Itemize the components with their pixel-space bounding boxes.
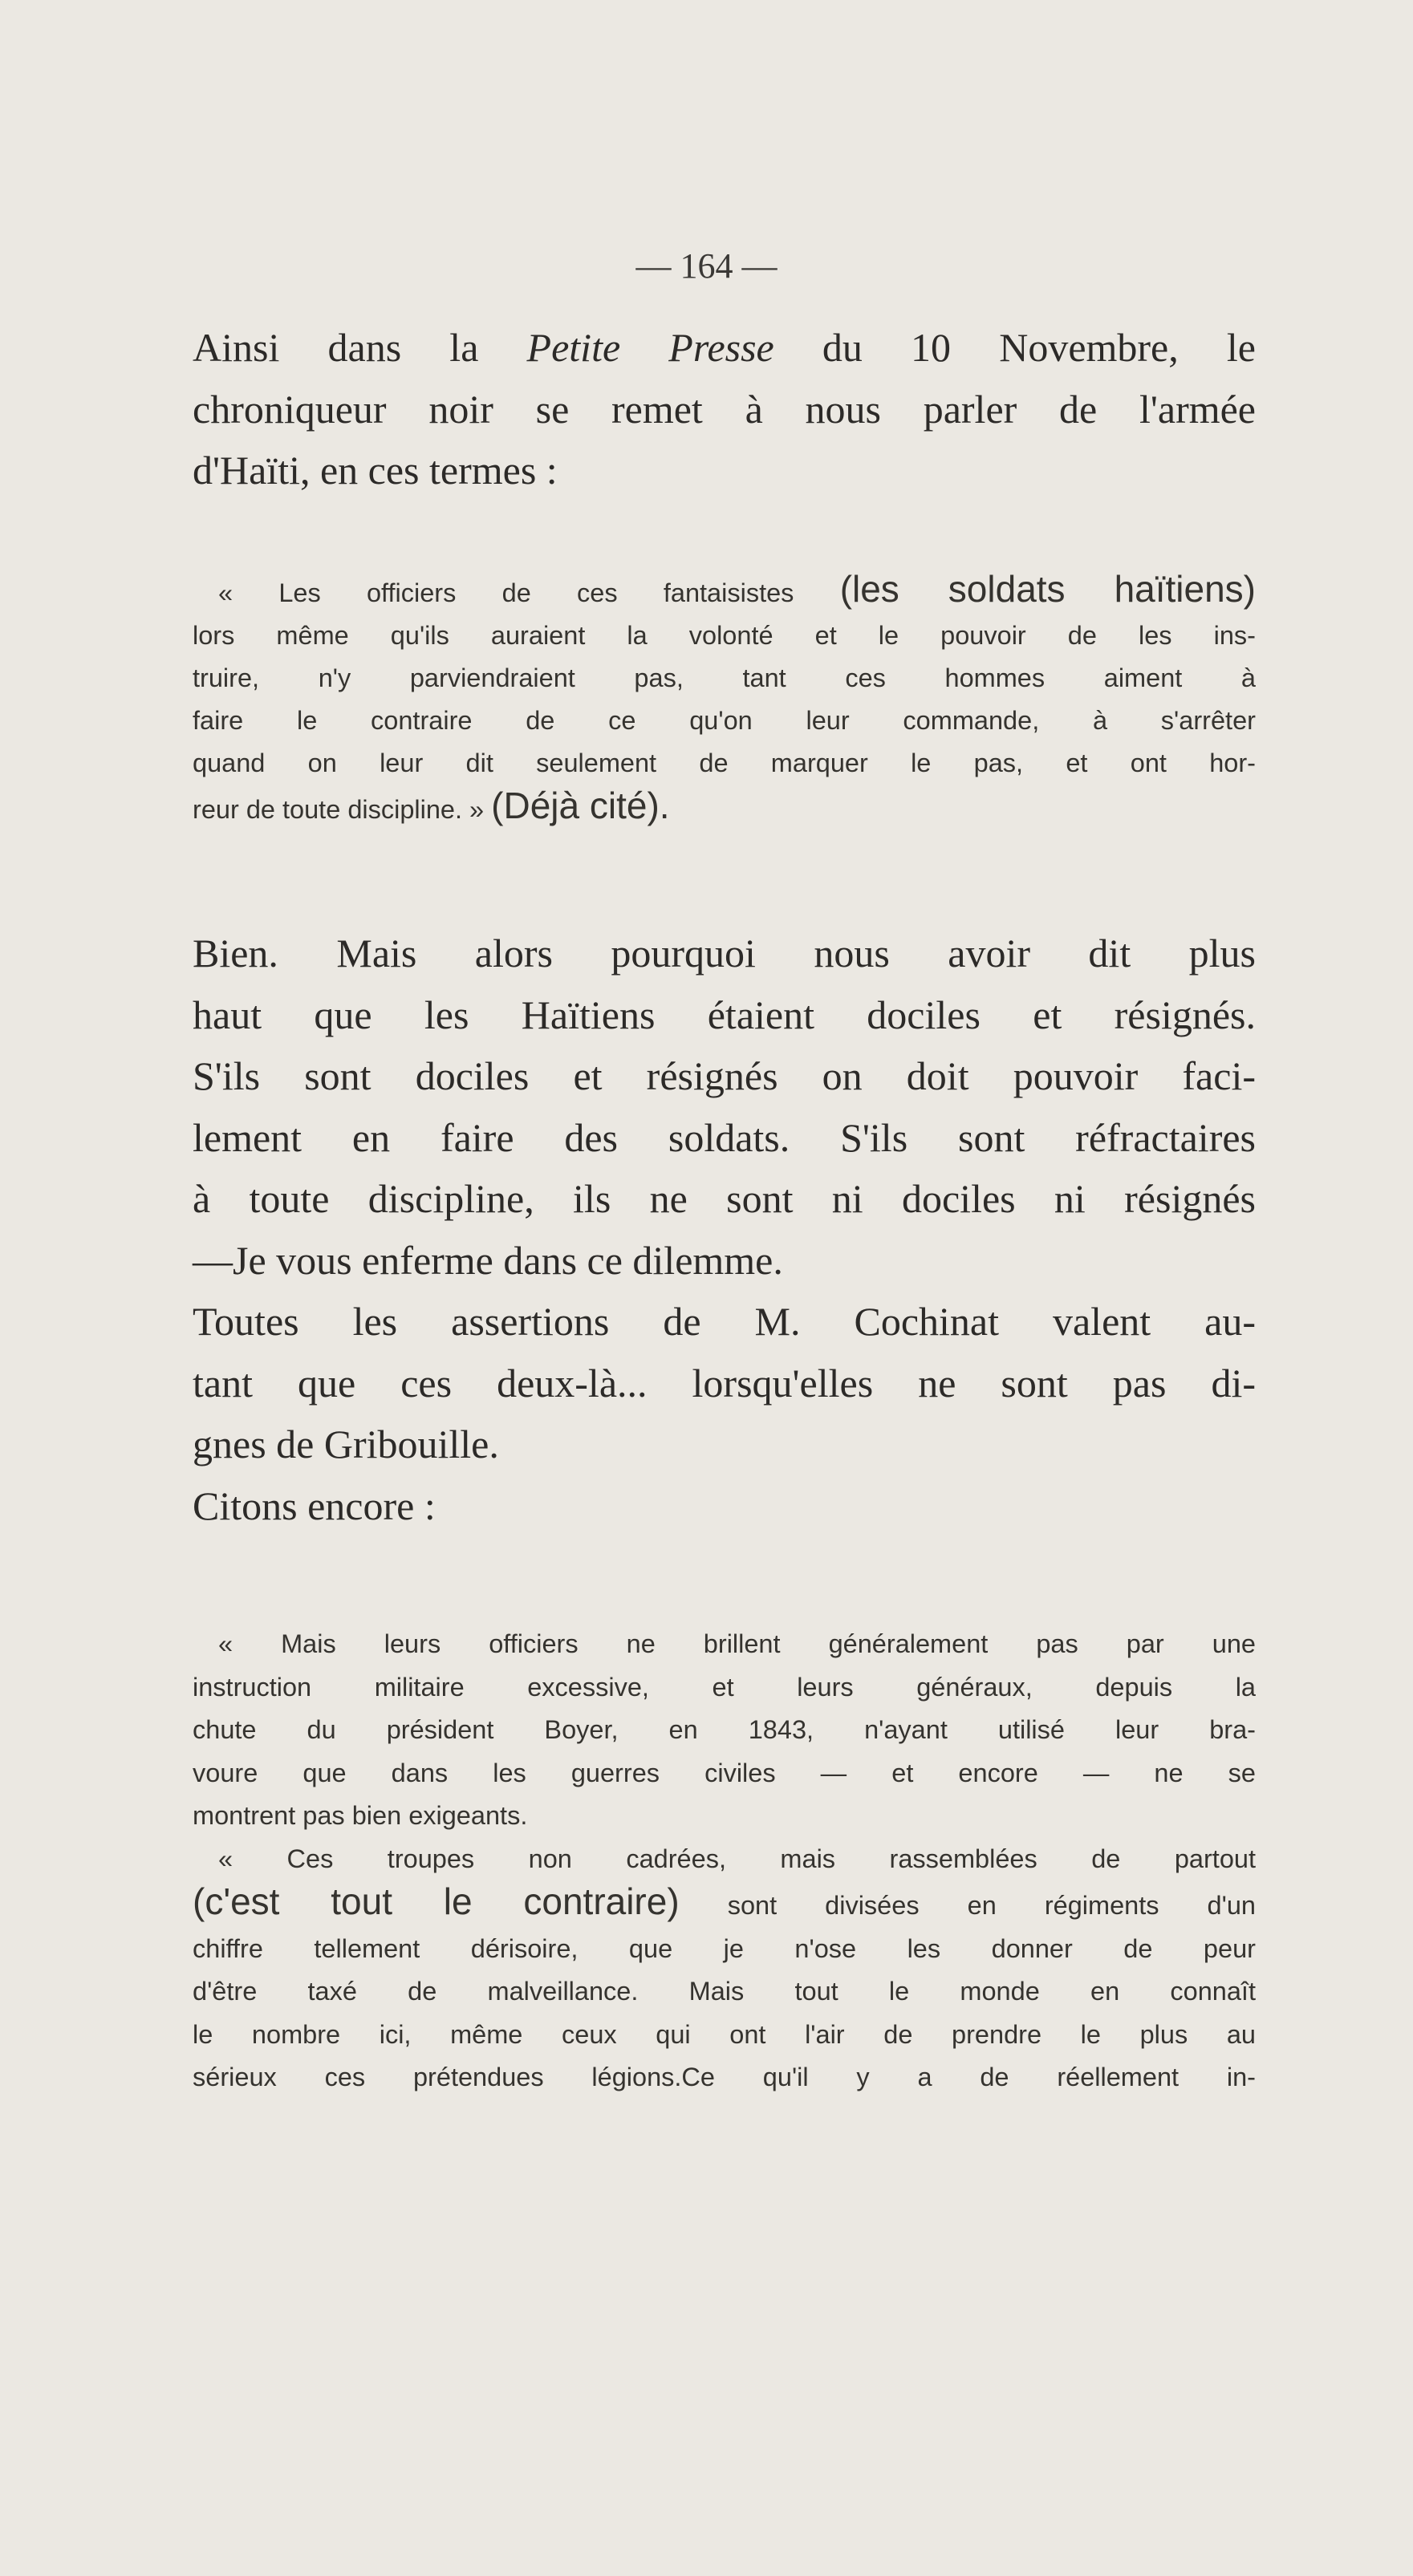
text-line: d'Haïti, en ces termes :: [193, 448, 558, 493]
text-line: « Les officiers de ces fantaisistes (les soldats haïtiens): [218, 568, 1256, 610]
body-paragraph: [193, 923, 1256, 1536]
text-line: quand on leur dit seulement de marquer le pas, et ont hor-: [193, 748, 1256, 777]
quotation-2: [193, 1623, 1256, 2099]
text-line: reur de toute discipline. » (Déjà cité).: [193, 785, 670, 826]
text-line: lors même qu'ils auraient la volonté et le pouvoir de les ins-: [193, 621, 1256, 650]
text-line: chiffre tellement dérisoire, que je n'ose les donner de peur: [193, 1933, 1256, 1963]
text-line: instruction militaire excessive, et leurs généraux, depuis la: [193, 1672, 1256, 1702]
text-line: d'être taxé de malveillance. Mais tout le monde en connaît: [193, 1977, 1256, 2006]
text-line: faire le contraire de ce qu'on leur commande, à s'arrêter: [193, 706, 1256, 735]
text-line: le nombre ici, même ceux qui ont l'air de prendre le plus au: [193, 2019, 1256, 2049]
text-line: Citons encore :: [193, 1483, 436, 1528]
text-line: truire, n'y parviendraient pas, tant ces hommes aiment à: [193, 663, 1256, 692]
text-line: voure que dans les guerres civiles — et encore — ne se: [193, 1758, 1256, 1787]
editorial-insert: (Déjà cité).: [491, 785, 670, 826]
text-line: chute du président Boyer, en 1843, n'ayant utilisé leur bra-: [193, 1715, 1256, 1744]
publication-title: Petite Presse: [526, 325, 774, 370]
text-line: Ainsi dans la Petite Presse du 10 Novembre, le: [193, 325, 1256, 370]
text-line: chroniqueur noir se remet à nous parler de l'armée: [193, 386, 1256, 432]
text-line: —Je vous enferme dans ce dilemme.: [193, 1237, 783, 1283]
editorial-insert: (les soldats haïtiens): [839, 568, 1256, 610]
text-line: lement en faire des soldats. S'ils sont réfractaires: [193, 1114, 1256, 1160]
page-number: — 164 —: [635, 246, 778, 286]
text-line: « Mais leurs officiers ne brillent généralement pas par une: [218, 1629, 1256, 1658]
text-line: haut que les Haïtiens étaient dociles et résignés.: [193, 992, 1256, 1037]
text-line: sérieux ces prétendues légions.Ce qu'il y a de réellement in-: [193, 2063, 1256, 2091]
text-line: montrent pas bien exigeants.: [193, 1801, 528, 1830]
quotation-1: [193, 568, 1256, 831]
text-line: Toutes les assertions de M. Cochinat valent au-: [193, 1299, 1256, 1344]
intro-paragraph: [193, 317, 1256, 501]
text-line: tant que ces deux-là... lorsqu'elles ne sont pas di-: [193, 1360, 1256, 1406]
text-line: (c'est tout le contraire) sont divisées en régiments d'un: [193, 1880, 1256, 1922]
text-line: à toute discipline, ils ne sont ni dociles ni résignés: [193, 1176, 1256, 1221]
text-line: gnes de Gribouille.: [193, 1422, 499, 1466]
text-line: S'ils sont dociles et résignés on doit pouvoir faci-: [193, 1053, 1256, 1098]
editorial-insert: (c'est tout le contraire): [193, 1880, 680, 1922]
text-line: Bien. Mais alors pourquoi nous avoir dit plus: [193, 931, 1256, 976]
text-line: « Ces troupes non cadrées, mais rassemblées de partout: [218, 1844, 1256, 1873]
